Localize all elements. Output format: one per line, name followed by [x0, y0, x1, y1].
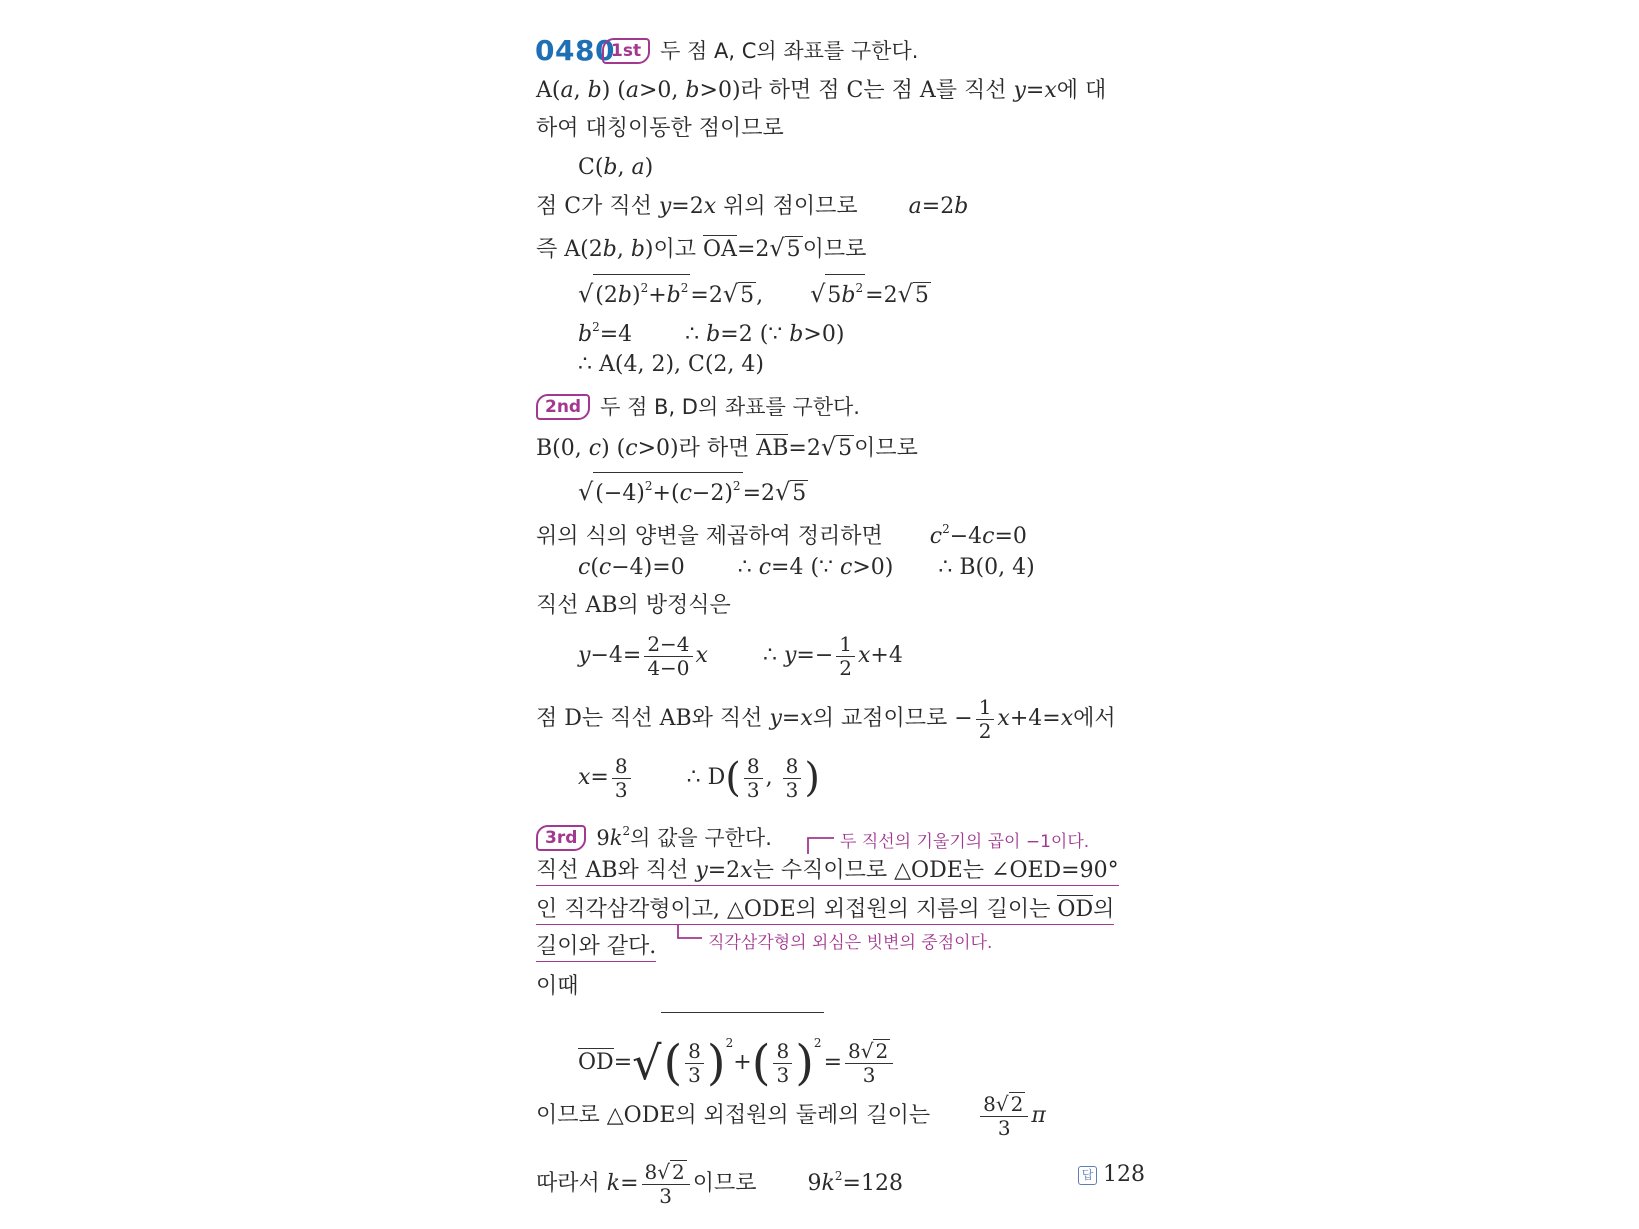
line-square-both: 위의 식의 양변을 제곱하여 정리하면 $c^2-4c=0$ — [536, 522, 1027, 549]
line-same-length: 길이와 같다. — [536, 932, 656, 962]
line-c-value: c(c−4)=0 ∴ c=4 (∵ c>0) ∴ B(0, 4) — [578, 555, 1035, 580]
line-right-angle: 직선 AB와 직선 y=2x는 수직이므로 △ODE는 ∠OED=90° — [536, 856, 1119, 886]
line-c-coord: C(b, a) — [578, 155, 654, 180]
line-ab-eq-intro: 직선 AB의 방정식은 — [536, 593, 731, 618]
line-ab-sqrt: $√(-4)^2+(c-2)^2=2√5$ — [578, 472, 808, 509]
line-d-result: x= $\frac{8}{3}$ ∴ D( $\frac{8}{3}$ , $\frac{8}{3}$ ) — [578, 753, 820, 802]
line-od-length: OD=√( $\frac{8}{3}$ )$^2$+( $\frac{8}{3}$ )$^2$= $\frac{8√ 2}{3}$ — [578, 1012, 896, 1076]
line-a-def: A(a, b) (a>0, b>0)라 하면 점 C는 점 A를 직선 y=x에 대 — [536, 78, 1107, 103]
step3-heading: 3rd $9k^2$의 값을 구한다. — [536, 816, 772, 853]
answer-value: 128 — [1103, 1162, 1145, 1187]
answer — [1078, 1160, 1145, 1190]
line-b-value: $b^2=4$ ∴ b=2 (∵ b>0) — [578, 320, 845, 347]
note-perpendicular: 두 직선의 기울기의 곱이 −1이다. — [840, 832, 1090, 852]
line-c-on-line: 점 C가 직선 y=2x 위의 점이므로 a=2b — [536, 194, 969, 219]
note-bracket-perp — [800, 826, 840, 856]
answer-badge-icon: 답 — [1078, 1166, 1097, 1185]
step2-badge: 2nd — [536, 394, 590, 420]
line-oa-length: 즉 A(2b, b)이고 OA=2√5이므로 — [536, 234, 867, 262]
line-sqrt-eq: $√(2b)^2+b^2=2√5$, $√5b^2=2√5$ — [578, 274, 931, 311]
step2-text: 두 점 B, D의 좌표를 구한다. — [600, 395, 860, 419]
line-then: 이때 — [536, 974, 579, 999]
line-circumference: 이므로 △ODE의 외접원의 둘레의 길이는 $\frac{8√ 2}{3}$ π — [536, 1092, 1046, 1140]
line-final: 따라서 k= $\frac{8√ 2}{3}$ 이므로 $9k^2=128$ — [536, 1160, 903, 1208]
line-ac-result: ∴ A(4, 2), C(2, 4) — [578, 352, 764, 377]
note-circumcenter: 직각삼각형의 외심은 빗변의 중점이다. — [708, 933, 993, 953]
line-diameter: 인 직각삼각형이고, △ODE의 외접원의 지름의 길이는 OD의 — [536, 895, 1114, 925]
problem-number: 0480 — [535, 34, 615, 67]
step2-heading — [536, 392, 860, 422]
step3-badge: 3rd — [536, 825, 586, 851]
step3-text: 의 값을 구한다. — [630, 826, 772, 850]
step1-text: 두 점 A, C의 좌표를 구한다. — [660, 39, 919, 63]
line-reflect: 하여 대칭이동한 점이므로 — [536, 116, 784, 141]
note-bracket-circum — [672, 920, 708, 950]
line-d-intersection: 점 D는 직선 AB와 직선 y=x의 교점이므로 − $\frac{1}{2}$ x+4=x에서 — [536, 694, 1116, 743]
step1-heading — [602, 36, 918, 66]
step1-badge: 1st — [602, 38, 650, 64]
line-b-def: B(0, c) (c>0)라 하면 AB=2√5이므로 — [536, 433, 918, 461]
line-ab-eq: y−4= $\frac{2-4}{4-0}$ x ∴ y=− $\frac{1}{2}$ x+4 — [578, 631, 903, 680]
